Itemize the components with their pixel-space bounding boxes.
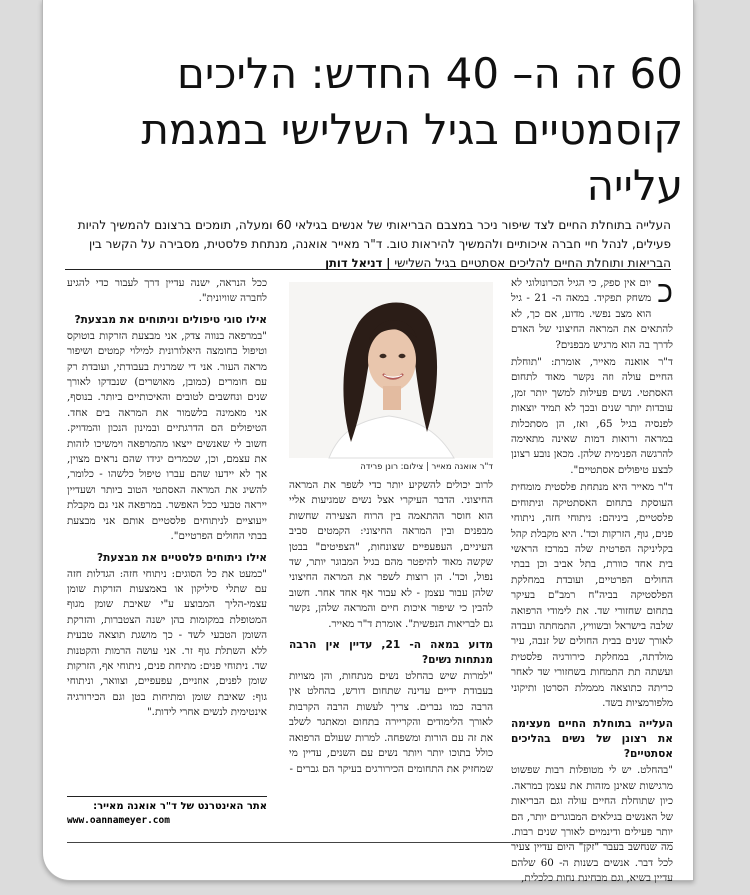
right-column-paragraph: ד"ר אואנה מאייר, אומרת: "תוחלת החיים עולה וזה נקשר מאוד לתחום האסתטי. נשים פעילות למשך יותר זמן, עובדות יותר שנים ובכך לא תמיד יוצאות לפנסיה בגיל 65, ואז, הן מסתכלות במראה ורואות דמות שאינה מתאימה להרגשה הפנימית שלהן. מכאן נובע רצונן לבצע טיפולים אסתטיים". bbox=[511, 356, 673, 476]
left-column-subheading: אילו סוגי טיפולים וניתוחים את מבצעת? bbox=[74, 313, 267, 326]
article-lead bbox=[65, 216, 671, 273]
author-photo bbox=[289, 282, 493, 458]
column-middle-body bbox=[289, 478, 493, 777]
column-middle bbox=[289, 478, 493, 836]
column-left-body bbox=[67, 276, 267, 721]
right-column-subheading: העלייה בתוחלת החיים מעצימה את רצונן של נשים בהליכים אסתטיים? bbox=[511, 718, 673, 761]
column-right bbox=[511, 275, 673, 885]
photo-caption: ד"ר אואנה מאייר | צילום: רונן פרידה bbox=[360, 462, 493, 472]
article-page bbox=[42, 0, 694, 885]
drop-cap: כ bbox=[657, 275, 673, 310]
lead-divider bbox=[65, 269, 671, 270]
left-column-paragraph: ככל הנראה, ישנה עדיין דרך לעבור כדי להגיע לחברה שוויונית". bbox=[67, 277, 267, 305]
website-url[interactable]: www.oannameyer.com bbox=[67, 815, 170, 826]
article-title: 60 זה ה– 40 החדש: הליכים קוסמטיים בגיל השלישי במגמת עלייה bbox=[141, 49, 683, 210]
website-label: אתר האינטרנט של ד"ר אואנה מאייר: bbox=[93, 801, 267, 812]
left-column-paragraph: "כמעט את כל הסוגים: ניתוחי חזה: הגדלות חזה עם שתלי סיליקון או באמצעות הזרקות שומן עצמי-הליך המבוצע ע"י שאיבת שומן מגוף המטופלת במקומות בהן ישנה הצטברות, והזרקת השומן הטבעי לשד - כך מושגת תוצאה טבעית ללא השתלת גוף זר. אני עושה הרמות והקטנות שד. ניתוחי פנים: מתיחת פנים, ניתוחי אף, הזרקות שומן לפנים, אוזניים, עפעפיים, וצוואר, וניתוחי גוף: שאיבת שומן ומתיחות בטן וגם הכירורגיה אינטימית לנשים אחרי לידות." bbox=[67, 567, 267, 719]
right-column-paragraph: "בהחלט. יש לי מטופלות רבות שפשוט מרגישות שאינן מזהות את עצמן במראה. כיון שתוחלת החיים עולה וגם הבריאות של האנשים בגילאים המבוגרים יותר, הם יותר פעילים ודינמיים לאורך שנים רבות. מה שנחשב בעבר "זקן" היום עדיין צעיר לכל דבר. אנשים בשנות ה- 60 שלהם עדיין בשיא, וגם מבחינת נחות כלכלית, bbox=[511, 764, 673, 885]
right-column-paragraph: יום אין ספק, כי הגיל הכרונולוגי לא משחק תפקיד. במאה ה- 21 - גיל הוא מצב נפשי. מדוע, אם כך, לא להתאים את המראה החיצוני של האדם לדרך בה הוא מרגיש מבפנים? bbox=[511, 277, 673, 351]
middle-column-paragraph: "למרות שיש בהחלט נשים מנתחות, והן מצויות בעבודת ידיים עדינה שתחום דורש, בהחלט אין הרבה כמו גברים. צריך לעשות הרבה הקרבות לאורך הלימודים והקריירה בתחום ומאתגר לשלב את זה עם הורות ומשפחה. למרות שעולם הרפואה כולל בתוכו יותר ויותר נשים עם השנים, עדיין מי שמחזיק את התחומים הכירורגים בעיקר הם גברים - bbox=[289, 670, 493, 775]
column-left bbox=[67, 276, 267, 792]
lead-text: העלייה בתוחלת החיים לצד שיפור ניכר במצבם הבריאותי של אנשים בגילאי 60 ומעלה, תומכים ברצונם להמשיך להיות פעילים, לנהל חיי חברה איכותיים ולהמשיך להיראות טוב. ד"ר מאייר אואנה, מנתחת פלסטית, מסבירה על הקשר בין הבריאות ותוחלת החיים להליכים אסתטיים בגיל השלישי bbox=[77, 218, 671, 270]
middle-column-subheading: מדוע במאה ה- 21, עדיין אין הרבה מנתחות נשים? bbox=[289, 639, 493, 667]
middle-column-paragraph: לרוב יכולים להשקיע יותר כדי לשפר את המראה החיצוני. הדבר העיקרי אצל נשים שמגיעות אליי הוא חוסר ההתאמה בין הרוח הצעירה שחשות מבפנים ובין המראה החיצוני: הקמטים סביב העיניים, העפעפיים שצונחות, "הצפיטים" בבטן שקשה מאוד להיפטר מהם בגיל המבוגר יותר, שד נפול, וכד'. הן רוצות לשפר את המראה החיצוני שלהן עבור עצמן - לא עבור אף אחד אחר. חשוב להבין כי שיפור איכות חיים והמראה שלהן, נקשר גם לבריאות הנפשית". אומרת ד"ר מאייר. bbox=[289, 479, 493, 630]
portrait-illustration bbox=[289, 282, 493, 458]
left-column-subheading: אילו ניתוחים פלסטיים את מבצעת? bbox=[96, 551, 267, 564]
byline: | דניאל דותן bbox=[325, 256, 391, 270]
column-right-body bbox=[511, 276, 673, 887]
footer-divider bbox=[67, 796, 267, 797]
left-column-paragraph: "במרפאה בנווה צדק, אני מבצעת הזרקות בוטוקס וטיפול בחומצה היאלורונית למילוי קמטים ושיפור מראה העור. אני די שמרנית בעבודתי, ועובדת רק עם חומרים (כמובן, מאושרים) שנבדקו לאורך שנים ונחשבים לטובים והאיכותיים ביותר. בנוסף, אני מאמינה בלשמור את המראה בים אחד. הטיפולים הם הדרגתיים ובמינון הנכון והמדויק. חשוב לי שאנשים ייצאו מהמרפאה וימשיכו לזהות את עצמם, וכן, שכמרים יגידו שהם נראים מצוין, אך לא יידעו שהם עברו טיפול כלשהו - כלומר, להשיג את המראה האסתטי הטוב ביותר ושעדיין ייראה טבעי ככל האפשר. במרפאה אני גם מקבלת ייעוציים לניתוחים פלסטיים אותם אני מבצעת בבתי החולים הפרטיים". bbox=[67, 329, 267, 543]
bottom-divider bbox=[67, 842, 673, 843]
right-column-paragraph: ד"ר מאייר היא מנתחת פלסטית מומחית העוסקת בתחום האסתטיקה וניתוחים פלסטיים, ביניהם: ניתוחי חזה, ניתוחי פנים, גוף, הזרקות וכד'. היא מקבלת קהל בקליניקה הפרטית שלה במרכז הראשי בית אחד כוורת, בתל אביב וכן בבתי החולים הפרטיים, ועובדת במחלקת הפלסטיקה בביה"ח רמב"ם בעיקר בתחום שחזורי שד. את לימודי הרפואה שלבה בישראל ובשוויץ, התמחתה ועבדה לאורך שנים בבית החולים של זנבה, עיר מולדתה, במחלקת כירורגיה פלסטית ועשתה תת התמחות בשחזורי שד לאחר כריתה כתוצאה מממלת הסרטן ותיקוני מלפורמציות בשד. bbox=[511, 481, 673, 709]
